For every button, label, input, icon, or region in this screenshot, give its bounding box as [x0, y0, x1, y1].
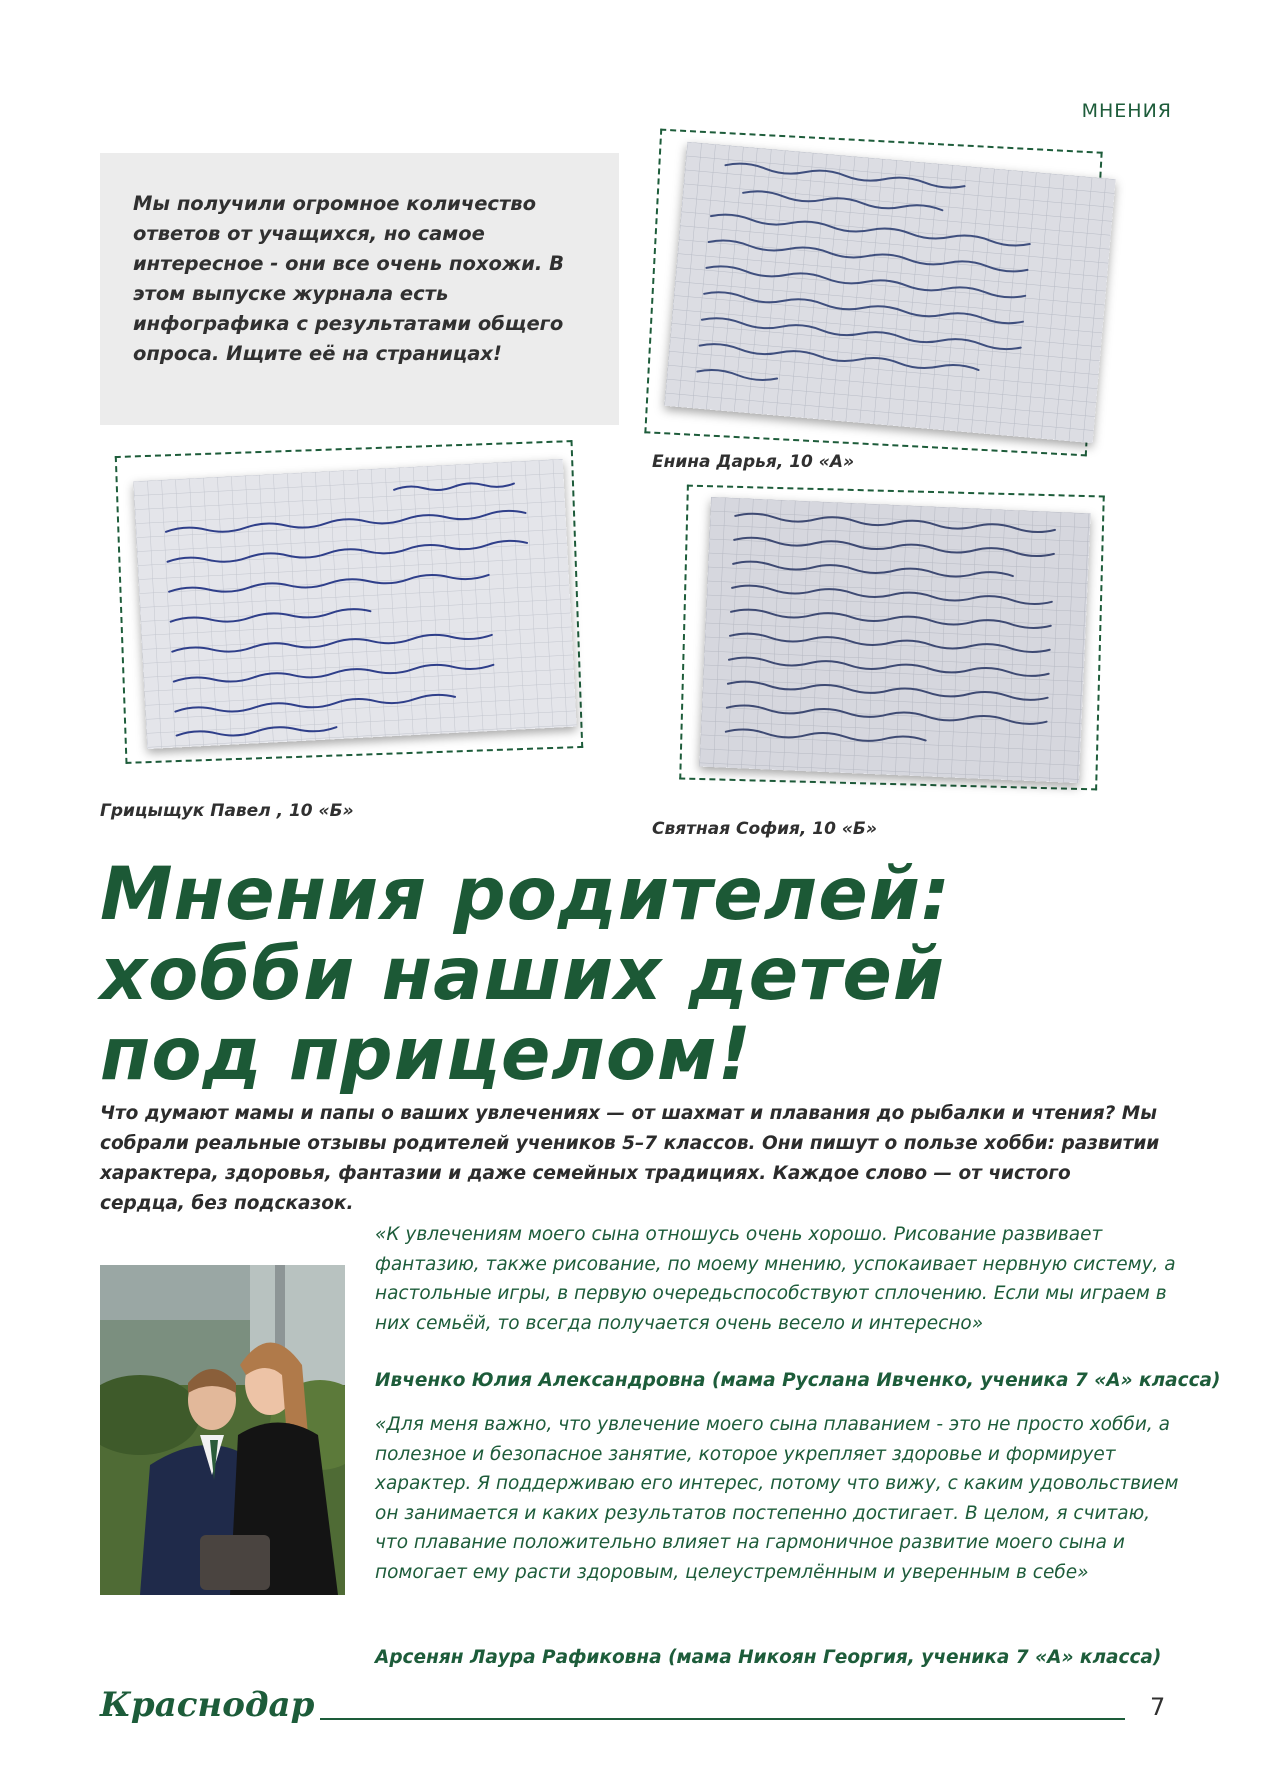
page-number: 7	[1150, 1693, 1166, 1721]
handwritten-note-svyatnaya	[699, 497, 1090, 783]
headline-line-2: хобби наших детей	[100, 932, 946, 1017]
quote-2: «Для меня важно, что увлечение моего сына плаванием - это не просто хобби, а полезное и безопасное занятие, которое укрепляет здоровье и формирует характер. Я поддерживаю его интерес, потому что вижу, с каким удовольствием он занимается и каких результатов постепенно достигает. В целом, я считаю, что плавание положительно влияет на гармоничное развитие моего сына и помогает ему расти здоровым, целеустремлённым и уверенным в себе»	[375, 1414, 1179, 1583]
handwritten-note-gritsyshuk	[133, 459, 576, 749]
headline-line-1: Мнения родителей:	[100, 852, 952, 937]
handwritten-note-enina	[664, 142, 1115, 443]
caption-enina: Енина Дарья, 10 «А»	[652, 452, 855, 472]
article-headline	[100, 852, 952, 1097]
quote-1: «К увлечениям моего сына отношусь очень хорошо. Рисование развивает фантазию, также рисование, по моему мнению, успокаивает нервную систему, а настольные игры, в первую очередьспособствуют сплочению. Если мы играем в них семьёй, то всегда получается очень весело и интересно»	[375, 1224, 1176, 1334]
intro-box	[100, 153, 619, 425]
intro-text: Мы получили огромное количество ответов от учащихся, но самое интересное - они все очень похожи. В этом выпуске журнала есть инфографика с результатами общего опроса. Ищите её на страницах!	[133, 192, 564, 365]
quote-2-author: Арсенян Лаура Рафиковна (мама Никоян Георгия, ученика 7 «А» класса)	[375, 1647, 1162, 1668]
caption-gritsyshuk: Грицыщук Павел , 10 «Б»	[100, 801, 354, 821]
footer-divider	[320, 1718, 1125, 1720]
section-label: МНЕНИЯ	[1081, 100, 1172, 122]
article-lead: Что думают мамы и папы о ваших увлечениях — от шахмат и плавания до рыбалки и чтения? Мы собрали реальные отзывы родителей учеников 5–7 классов. Они пишут о пользе хобби: развитии характера, здоровья, фантазии и даже семейных традициях. Каждое слово — от чистого сердца, без подсказок.	[100, 1103, 1160, 1214]
parent-photo	[100, 1265, 345, 1595]
quote-1-author: Ивченко Юлия Александровна (мама Руслана Ивченко, ученика 7 «А» класса)	[375, 1370, 1221, 1391]
krasnodar-logo: Краснодар	[100, 1685, 315, 1725]
headline-line-3: под прицелом!	[100, 1012, 752, 1097]
caption-svyatnaya: Святная София, 10 «Б»	[652, 819, 877, 839]
